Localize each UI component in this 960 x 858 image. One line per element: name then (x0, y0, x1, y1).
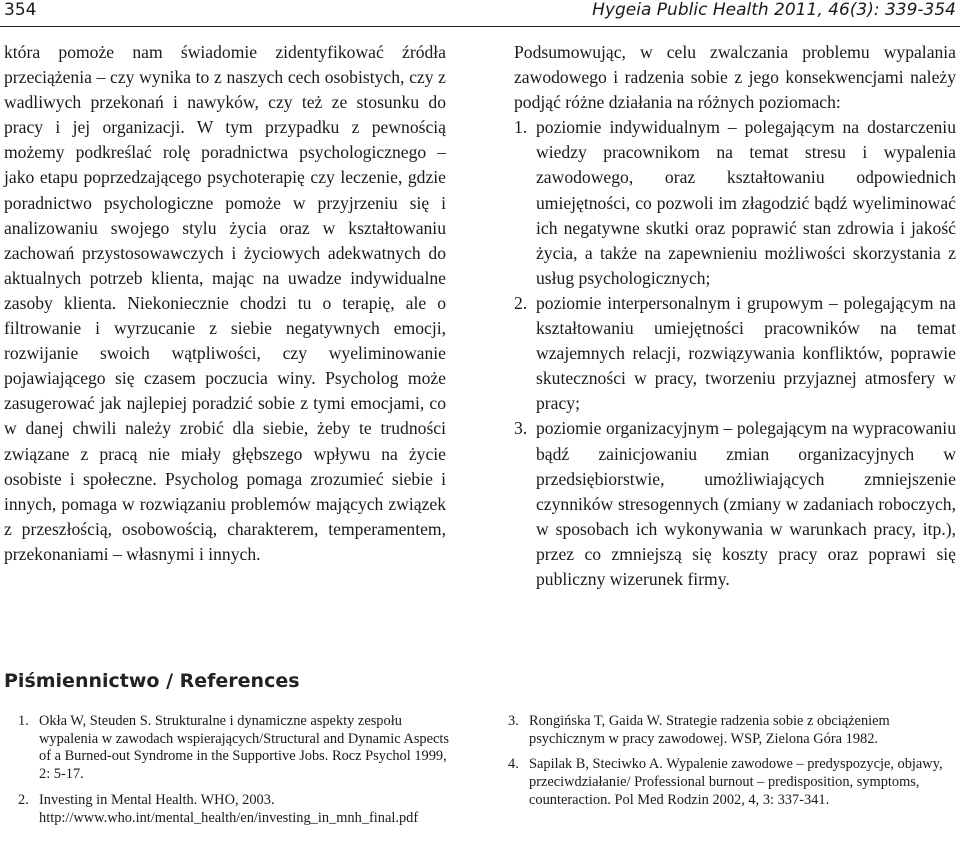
list-item (514, 291, 956, 416)
reference-text: Investing in Mental Health. WHO, 2003. http://www.who.int/mental_health/en/investing_in_mnh_final.pdf (39, 791, 419, 826)
list-item-text: poziomie interpersonalnym i grupowym – polegającym na kształtowaniu umiejętności pracowników na temat wzajemnych relacji, rozwiązywania konfliktów, poprawie skuteczności w pracy, tworzeniu przyjaznej atmosfery w pracy; (536, 292, 956, 414)
reference-item (18, 792, 458, 827)
list-item-number: 3. (514, 418, 528, 439)
summary-intro: Podsumowując, w celu zwalczania problemu wypalania zawodowego i radzenia sobie z jego konsekwencjami należy podjąć różne działania na różnych poziomach: (514, 42, 956, 113)
reference-number: 2. (18, 791, 29, 808)
list-item-number: 2. (514, 292, 528, 313)
references-heading: Piśmiennictwo / References (4, 670, 300, 692)
references-list-right (508, 713, 948, 818)
reference-item (508, 756, 948, 809)
body-paragraph: która pomoże nam świadomie zidentyfikować źródła przeciążenia – czy wynika to z naszych cech osobistych, czy z wadliwych przekonań i nawyków, czy też ze stosunku do pracy i jej organizacji. W tym przypadku z pewnością możemy podkreślać rolę poradnictwa psychologicznego – jako etapu poprzedzającego psychoterapię czy leczenie, gdzie poradnictwo psychologiczne pomoże w przyjrzeniu się i analizowaniu swojego stylu życia oraz w kształtowaniu zachowań przystosowawczych i życiowych adekwatnych do aktualnych potrzeb klienta, mając na uwadze indywidualne zasoby klienta. Niekoniecznie chodzi tu o terapię, ale o filtrowanie i wyrzucanie z siebie negatywnych emocji, rozwijanie swoich wątpliwości, czy wyeliminowanie pojawiającego się czasem poczucia winy. Psycholog może zasugerować jak najlepiej poradzić sobie z tymi emocjami, co w danej chwili należy zrobić dla siebie, żeby te trudności związane z pracą nie miały głębszego wpływu na życie osobiste i społeczne. Psycholog pomaga zrozumieć siebie i innych, pomaga w rozwiązaniu problemów mających związek z przeszłością, osobowością, charakterem, temperamentem, przekonaniami – własnymi i innych. (4, 42, 446, 564)
page-number: 354 (4, 0, 37, 20)
list-item (514, 416, 956, 592)
reference-text: Rongińska T, Gaida W. Strategie radzenia sobie z obciążeniem psychicznym w pracy zawodowej. WSP, Zielona Góra 1982. (529, 713, 890, 747)
list-item-text: poziomie organizacyjnym – polegającym na wypracowaniu bądź zainicjowaniu zmian organizacyjnych w przedsiębiorstwie, umożliwiających zmniejszenie czynników stresogennych (zmiany w zadaniach roboczych, w sposobach ich wykonywania w warunkach pracy, itp.), przez co zmniejszą się koszty pracy oraz poprawi się publiczny wizerunek firmy. (536, 418, 956, 589)
left-column (4, 40, 446, 567)
list-item (514, 115, 956, 291)
reference-number: 3. (508, 713, 519, 729)
reference-item (508, 713, 948, 748)
reference-number: 1. (18, 713, 29, 729)
reference-item (18, 713, 458, 784)
levels-list (514, 115, 956, 592)
reference-text: Sapilak B, Steciwko A. Wypalenie zawodowe – predyspozycje, objawy, przeciwdziałanie/ Professional burnout – predisposition, symptoms, counteraction. Pol Med Rodzin 2002, 4, 3: 337-341. (529, 756, 943, 808)
right-column (514, 40, 956, 592)
journal-citation: Hygeia Public Health 2011, 46(3): 339-354 (592, 0, 956, 20)
list-item-number: 1. (514, 117, 528, 138)
reference-number: 4. (508, 756, 519, 773)
references-list-left (18, 713, 458, 835)
page-header (0, 0, 960, 27)
list-item-text: poziomie indywidualnym – polegającym na dostarczeniu wiedzy pracownikom na temat stresu i wypalenia zawodowego, oraz kształtowaniu odpowiednich umiejętności, co pozwoli im złagodzić bądź wyeliminować ich negatywne skutki oraz poprawić stan zdrowia i jakość życia, a także na zapewnieniu możliwości skorzystania z usług psychologicznych; (536, 117, 956, 288)
reference-text: Okła W, Steuden S. Strukturalne i dynamiczne aspekty zespołu wypalenia w zawodach wspierających/Structural and Dynamic Aspects of a Burned-out Syndrome in the Supportive Jobs. Rocz Psychol 1999, 2: 5-17. (39, 713, 449, 783)
